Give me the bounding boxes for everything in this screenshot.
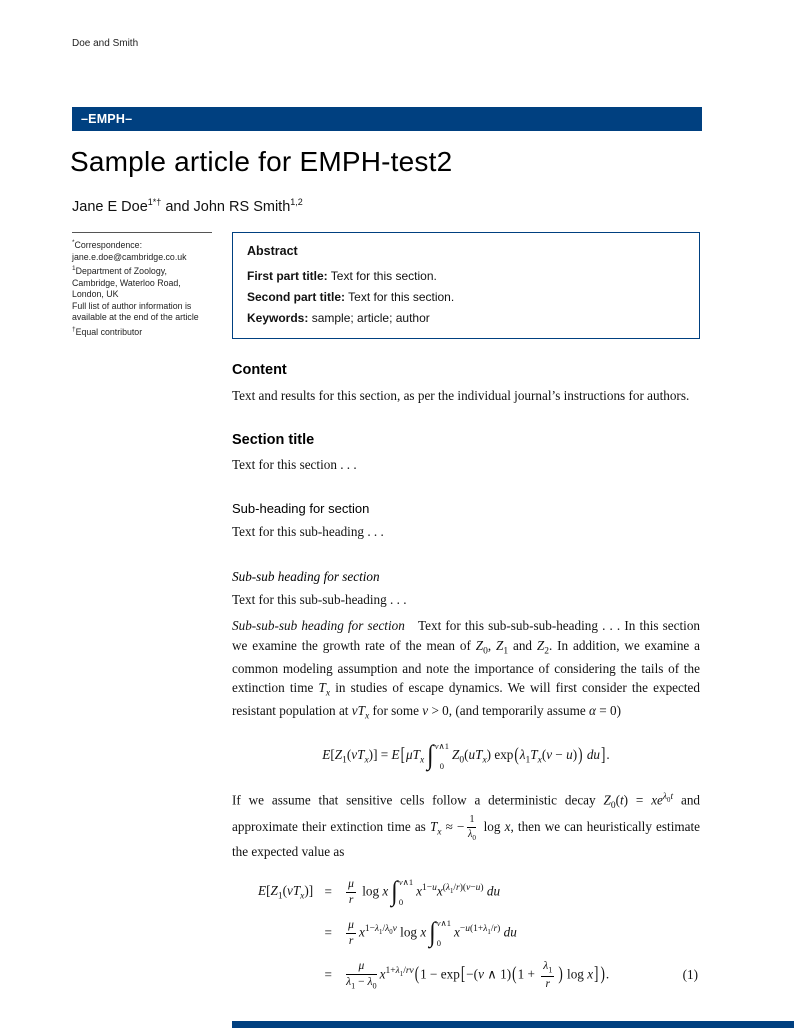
emph-banner bbox=[72, 107, 702, 131]
affiliation-line-1: $^1$Department of Zoology, bbox=[72, 265, 167, 277]
article-body bbox=[232, 360, 700, 991]
equals-sign: = bbox=[324, 884, 332, 900]
affiliation-line-2: Cambridge, Waterloo Road, bbox=[72, 277, 181, 288]
content-heading: Content bbox=[232, 362, 287, 378]
footer-rule bbox=[232, 1021, 794, 1028]
abstract-first-part bbox=[247, 269, 685, 283]
author-info-note-2: available at the end of the article bbox=[72, 312, 199, 323]
abstract-first-part-label: First part title: bbox=[247, 269, 328, 283]
sub-sub-paragraph: Text for this sub-sub-heading . . . bbox=[232, 592, 407, 608]
equals-sign: = bbox=[324, 925, 332, 941]
correspondence-label: *Correspondence: bbox=[72, 239, 143, 250]
abstract-first-part-text: Text for this section. bbox=[330, 269, 437, 283]
emph-banner-label: –EMPH– bbox=[81, 112, 133, 126]
section-paragraph: Text for this section . . . bbox=[232, 457, 357, 473]
authors-line: Jane E Doe$^{1*\dagger}$ and John RS Smith$^{1,2}$ bbox=[72, 197, 303, 215]
abstract-second-part-label: Second part title: bbox=[247, 290, 346, 304]
sub-heading: Sub-heading for section bbox=[232, 501, 370, 517]
equation-expected-resistant: $E[Z_1(vT_x)] = E[\mu T_x$ ∫ v∧1 0 $Z_0(uT_x) \exp(\lambda_1T_x(v - u))$ du]. bbox=[322, 741, 610, 772]
abstract-keywords-label: Keywords: bbox=[247, 311, 309, 325]
abstract-keywords bbox=[247, 311, 685, 325]
sub-sub-heading: Sub-sub heading for section bbox=[232, 569, 380, 585]
sub-sub-sub-paragraph: Sub-sub-sub heading for section Text for this sub-sub-sub-heading . . . In this section we examine the growth rate of the mean of $Z_0$, $Z_1$ and $Z_2$. In addition, we examine a common modeling assumption and note the importance of considering the tails of the extinction time $T_x$ in studies of escape dynamics. We will first consider the expected resistant population at $vT_x$ for some v > 0, (and temporarily assume α = 0) bbox=[232, 617, 701, 722]
equation-rhs-line-2: $\frac{\mu}{r}$ $x^{1-\lambda_1/\lambda_0v}$ log x ∫ v∧1 0 $x^{-u(1+\lambda_1/r)}$ du bbox=[348, 918, 517, 948]
content-paragraph: Text and results for this section, as per the individual journal’s instructions for authors. bbox=[232, 387, 690, 403]
equation-aligned-1 bbox=[232, 878, 700, 991]
equation-rhs-line-1: $\frac{\mu}{r}$ log x ∫ v∧1 0 $x^{1-u}x^{(\lambda_1/r)(v-u)}$ du bbox=[348, 877, 501, 907]
section-title-heading: Section title bbox=[232, 431, 315, 448]
abstract-box bbox=[232, 232, 700, 339]
abstract-keywords-text: sample; article; author bbox=[311, 311, 430, 325]
affiliation-line-3: London, UK bbox=[72, 289, 119, 300]
equation-lhs: $E[Z_1(vT_x)]$ bbox=[258, 882, 314, 902]
decay-paragraph: If we assume that sensitive cells follow a deterministic decay $Z_0(t) = xe^{\lambda_0t}$ and approximate their extinction time as $T_x$ ≈ − $\frac{1}{\lambda_0}$ log x, then we can heuristically estimate the expected value as bbox=[232, 792, 701, 859]
correspondence-block bbox=[72, 232, 212, 339]
abstract-second-part bbox=[247, 290, 685, 304]
correspondence-email[interactable]: jane.e.doe@cambridge.co.uk bbox=[72, 251, 187, 262]
equation-number: (1) bbox=[682, 967, 698, 983]
equation-rhs-line-3: $\frac{\mu}{\lambda_1 - \lambda_0}$ $x^{1+\lambda_1/rv}(1 - \exp[-(v$ ∧ 1)(1 + $\frac{\lambda_1}{r}$ ) log x] ). bbox=[346, 959, 610, 991]
sub-paragraph: Text for this sub-heading . . . bbox=[232, 523, 384, 539]
equals-sign: = bbox=[324, 967, 332, 983]
abstract-second-part-text: Text for this section. bbox=[348, 290, 455, 304]
abstract-heading: Abstract bbox=[247, 244, 298, 258]
running-head: Doe and Smith bbox=[72, 38, 139, 49]
equal-contributor-note: †Equal contributor bbox=[72, 326, 143, 337]
article-title: Sample article for EMPH-test2 bbox=[70, 146, 453, 177]
author-info-note-1: Full list of author information is bbox=[72, 300, 192, 311]
